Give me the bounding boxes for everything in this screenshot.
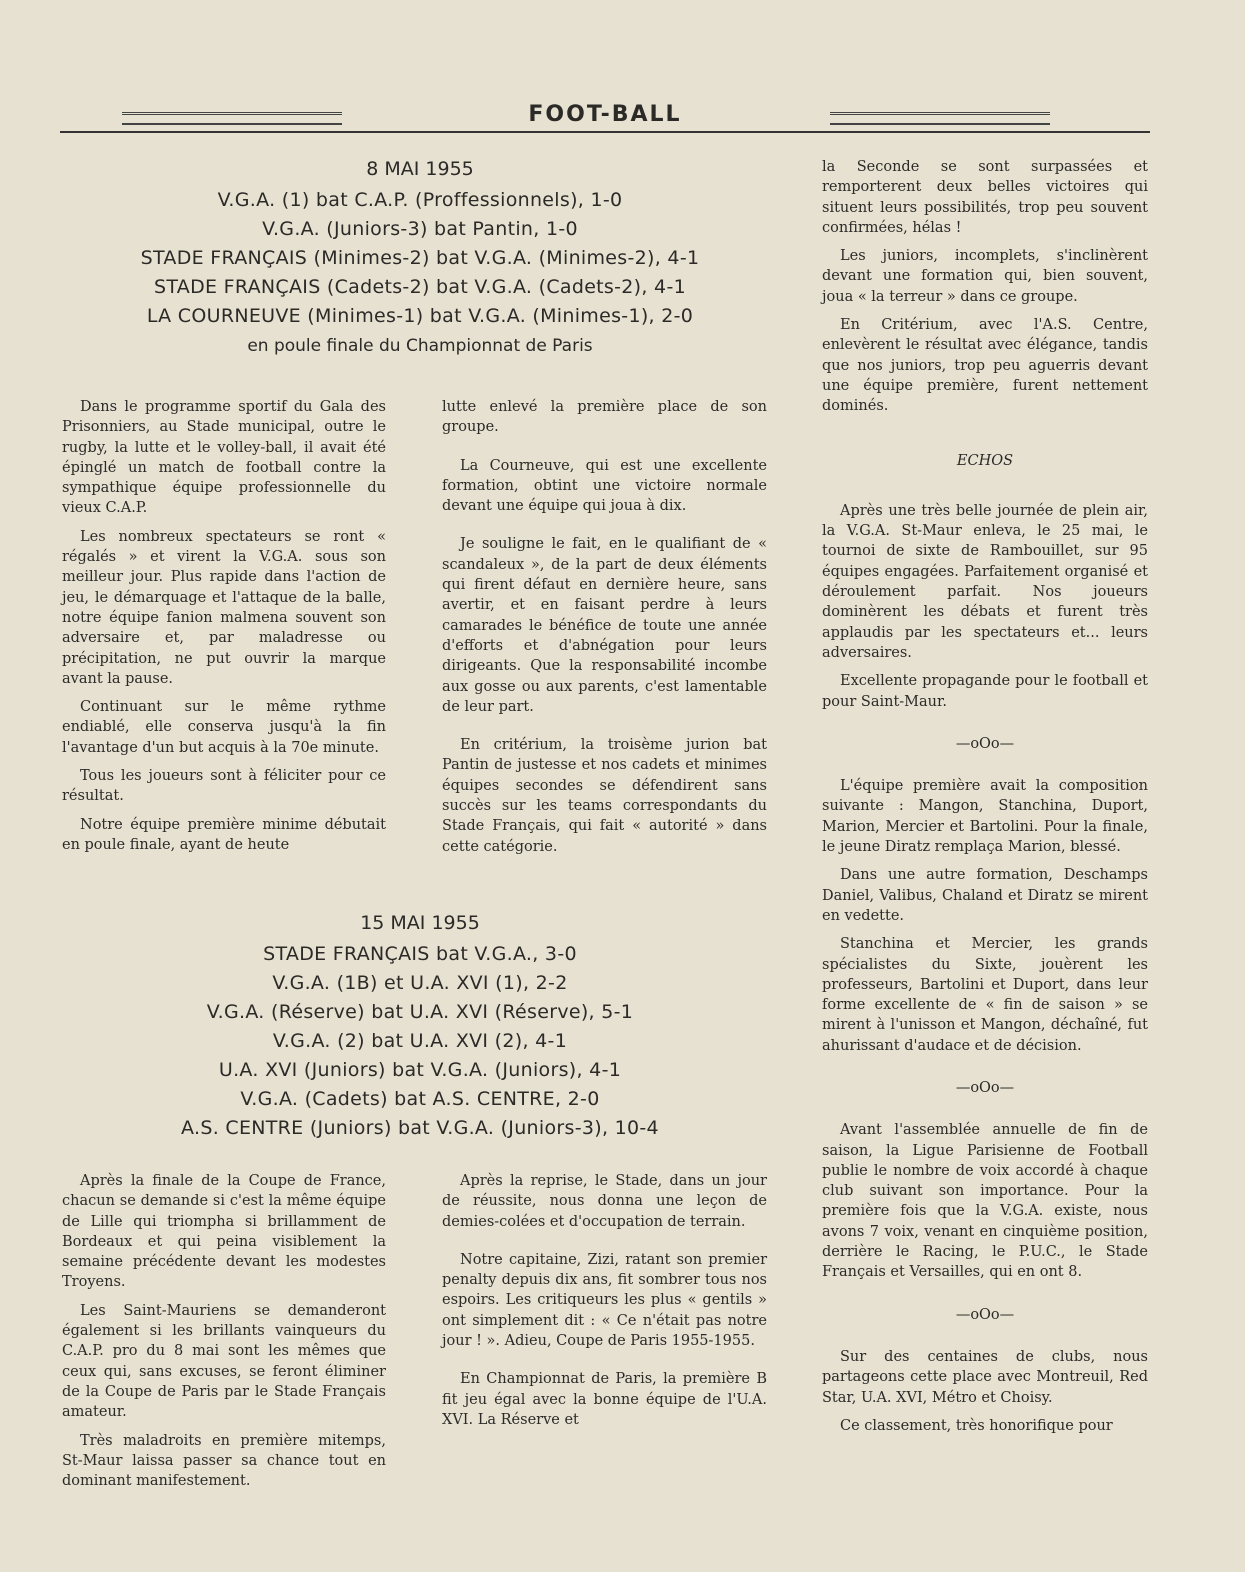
separator: —oOo— — [955, 735, 1015, 752]
paragraph: Les juniors, incomplets, s'inclinèrent devant une formation qui, bien souvent, joua « la terreur » dans ce groupe. — [822, 248, 1148, 305]
section-header — [60, 100, 1150, 136]
paragraph: Très maladroits en première mitemps, St-Maur laissa passer sa chance tout en dominant manifestement. — [62, 1432, 386, 1490]
paragraph: Je souligne le fait, en le qualifiant de « scandaleux », de la part de deux éléments qui firent défaut en dernière heure, sans avertir, et en faisant perdre à leurs camarades le bénéfice de toute une année d'efforts et d'abnégation pour leurs dirigeants. Que la responsabilité incombe aux gosse ou aux parents, c'est lamentable de leur part. — [442, 536, 767, 715]
article-column-2b — [442, 1171, 767, 1438]
match-date: 15 MAI 1955 — [360, 912, 480, 934]
paragraph: Tous les joueurs sont à féliciter pour ce résultat. — [62, 768, 386, 805]
paragraph: Excellente propagande pour le football et pour Saint-Maur. — [822, 673, 1148, 710]
result-line: U.A. XVI (Juniors) bat V.G.A. (Juniors), 4-1 — [218, 1059, 622, 1081]
paragraph: En Critérium, avec l'A.S. Centre, enlevèrent le résultat avec élégance, tandis que nos juniors, trop peu aguerris devant une équipe première, furent nettement dominés. — [822, 317, 1148, 415]
paragraph: En Championnat de Paris, la première B fit jeu égal avec la bonne équipe de l'U.A. XVI. La Réserve et — [442, 1371, 767, 1428]
result-line: V.G.A. (1) bat C.A.P. (Proffessionnels), 1-0 — [217, 189, 623, 211]
result-line: LA COURNEUVE (Minimes-1) bat V.G.A. (Minimes-1), 2-0 — [146, 305, 694, 327]
paragraph: lutte enlevé la première place de son groupe. — [442, 399, 767, 436]
paragraph: Ce classement, très honorifique pour — [840, 1417, 1113, 1434]
paragraph: Notre capitaine, Zizi, ratant son premier penalty depuis dix ans, fit sombrer tous nos espoirs. Les critiqueurs les plus « gentils » ont simplement dit : « Ce n'était pas notre jour ! ». Adieu, Coupe de Paris 1955-1955. — [442, 1251, 767, 1350]
article-column-1b — [442, 397, 767, 865]
article-column-3 — [822, 157, 1148, 1444]
paragraph: En critérium, la troisème jurion bat Pantin de justesse et nos cadets et minimes équipes secondes se défendirent sans succès sur les teams correspondants du Stade Français, qui fait « autorité » dans cette catégorie. — [442, 737, 767, 855]
results-block-15-mai — [60, 912, 780, 1143]
paragraph: Continuant sur le même rythme endiablé, elle conserva jusqu'à la fin l'avantage d'un but acquis à la 70e minute. — [62, 699, 386, 756]
paragraph: Après une très belle journée de plein air, la V.G.A. St-Maur enleva, le 25 mai, le tournoi de sixte de Rambouillet, sur 95 équipes engagées. Parfaitement organisé et déroulement parfait. Nos joueurs dominèrent les débats et furent très applaudis par les spectateurs et... leurs adversaires. — [822, 502, 1148, 661]
section-title: FOOT-BALL — [60, 102, 1150, 127]
paragraph: Sur des centaines de clubs, nous partageons cette place avec Montreuil, Red Star, U.A. XVI, Métro et Choisy. — [822, 1348, 1148, 1406]
paragraph: Après la reprise, le Stade, dans un jour de réussite, nous donna une leçon de demies-colées et d'occupation de terrain. — [442, 1173, 767, 1230]
paragraph: Dans une autre formation, Deschamps Daniel, Valibus, Chaland et Diratz se mirent en vedette. — [822, 867, 1148, 924]
result-line: V.G.A. (Juniors-3) bat Pantin, 1-0 — [262, 218, 578, 240]
paragraph: Les Saint-Mauriens se demanderont également si les brillants vainqueurs du C.A.P. pro du 8 mai sont les mêmes que ceux qui, sans excuses, se feront éliminer de la Coupe de Paris par le Stade Français amateur. — [62, 1302, 386, 1421]
paragraph: la Seconde se sont surpassées et remporterent deux belles victoires qui situent leurs possibilités, trop peu souvent confirmées, hélas ! — [822, 159, 1148, 236]
result-line: STADE FRANÇAIS (Cadets-2) bat V.G.A. (Cadets-2), 4-1 — [154, 276, 686, 298]
paragraph: Dans le programme sportif du Gala des Prisonniers, au Stade municipal, outre le rugby, la lutte et le volley-ball, il avait été épinglé un match de football contre la sympathique équipe professionnelle du vieux C.A.P. — [62, 399, 386, 517]
paragraph: Stanchina et Mercier, les grands spécialistes du Sixte, jouèrent les professeurs, Bartolini et Duport, dans leur forme excellente de « fin de saison » se mirent à l'unisson et Mangon, déchaîné, fut ahurissant d'audace et de décision. — [822, 936, 1148, 1054]
results-subtitle: en poule finale du Championnat de Paris — [247, 336, 593, 356]
article-column-2a — [62, 1171, 386, 1499]
result-line: A.S. CENTRE (Juniors) bat V.G.A. (Juniors-3), 10-4 — [181, 1117, 659, 1139]
result-line: STADE FRANÇAIS (Minimes-2) bat V.G.A. (Minimes-2), 4-1 — [140, 247, 700, 269]
separator: —oOo— — [955, 1079, 1015, 1096]
paragraph: La Courneuve, qui est une excellente formation, obtint une victoire normale devant une équipe qui joua à dix. — [442, 457, 767, 515]
header-rule — [60, 131, 1150, 133]
result-line: V.G.A. (Réserve) bat U.A. XVI (Réserve), 5-1 — [206, 1001, 634, 1023]
match-date: 8 MAI 1955 — [366, 158, 474, 180]
separator: —oOo— — [955, 1306, 1015, 1323]
paragraph: Notre équipe première minime débutait en poule finale, ayant de heute — [62, 816, 386, 853]
paragraph: Les nombreux spectateurs se ront « régalés » et virent la V.G.A. sous son meilleur jour. Plus rapide dans l'action de jeu, le démarquage et l'attaque de la balle, notre équipe fanion malmena souvent son adversaire et, par maladresse ou précipitation, ne put ouvrir la marque avant la pause. — [62, 528, 386, 687]
results-block-8-mai — [60, 158, 780, 361]
paragraph: L'équipe première avait la composition suivante : Mangon, Stanchina, Duport, Marion, Mercier et Bartolini. Pour la finale, le jeune Diratz remplaça Marion, blessé. — [822, 778, 1148, 856]
result-line: V.G.A. (2) bat U.A. XVI (2), 4-1 — [272, 1030, 568, 1052]
result-line: STADE FRANÇAIS bat V.G.A., 3-0 — [263, 943, 577, 965]
result-line: V.G.A. (1B) et U.A. XVI (1), 2-2 — [272, 972, 568, 994]
paragraph: Avant l'assemblée annuelle de fin de saison, la Ligue Parisienne de Football publie le nombre de voix accordé à chaque club suivant son importance. Pour la première fois que la V.G.A. existe, nous avons 7 voix, venant en cinquième position, derrière le Racing, le P.U.C., le Stade Français et Versailles, qui en ont 8. — [822, 1122, 1148, 1281]
result-line: V.G.A. (Cadets) bat A.S. CENTRE, 2-0 — [240, 1088, 600, 1110]
echos-heading: ECHOS — [956, 452, 1014, 469]
paragraph: Après la finale de la Coupe de France, chacun se demande si c'est la même équipe de Lille qui triompha si brillamment de Bordeaux et qui peina visiblement la semaine précédente devant les modestes Troyens. — [62, 1173, 386, 1291]
article-column-1a — [62, 397, 386, 863]
